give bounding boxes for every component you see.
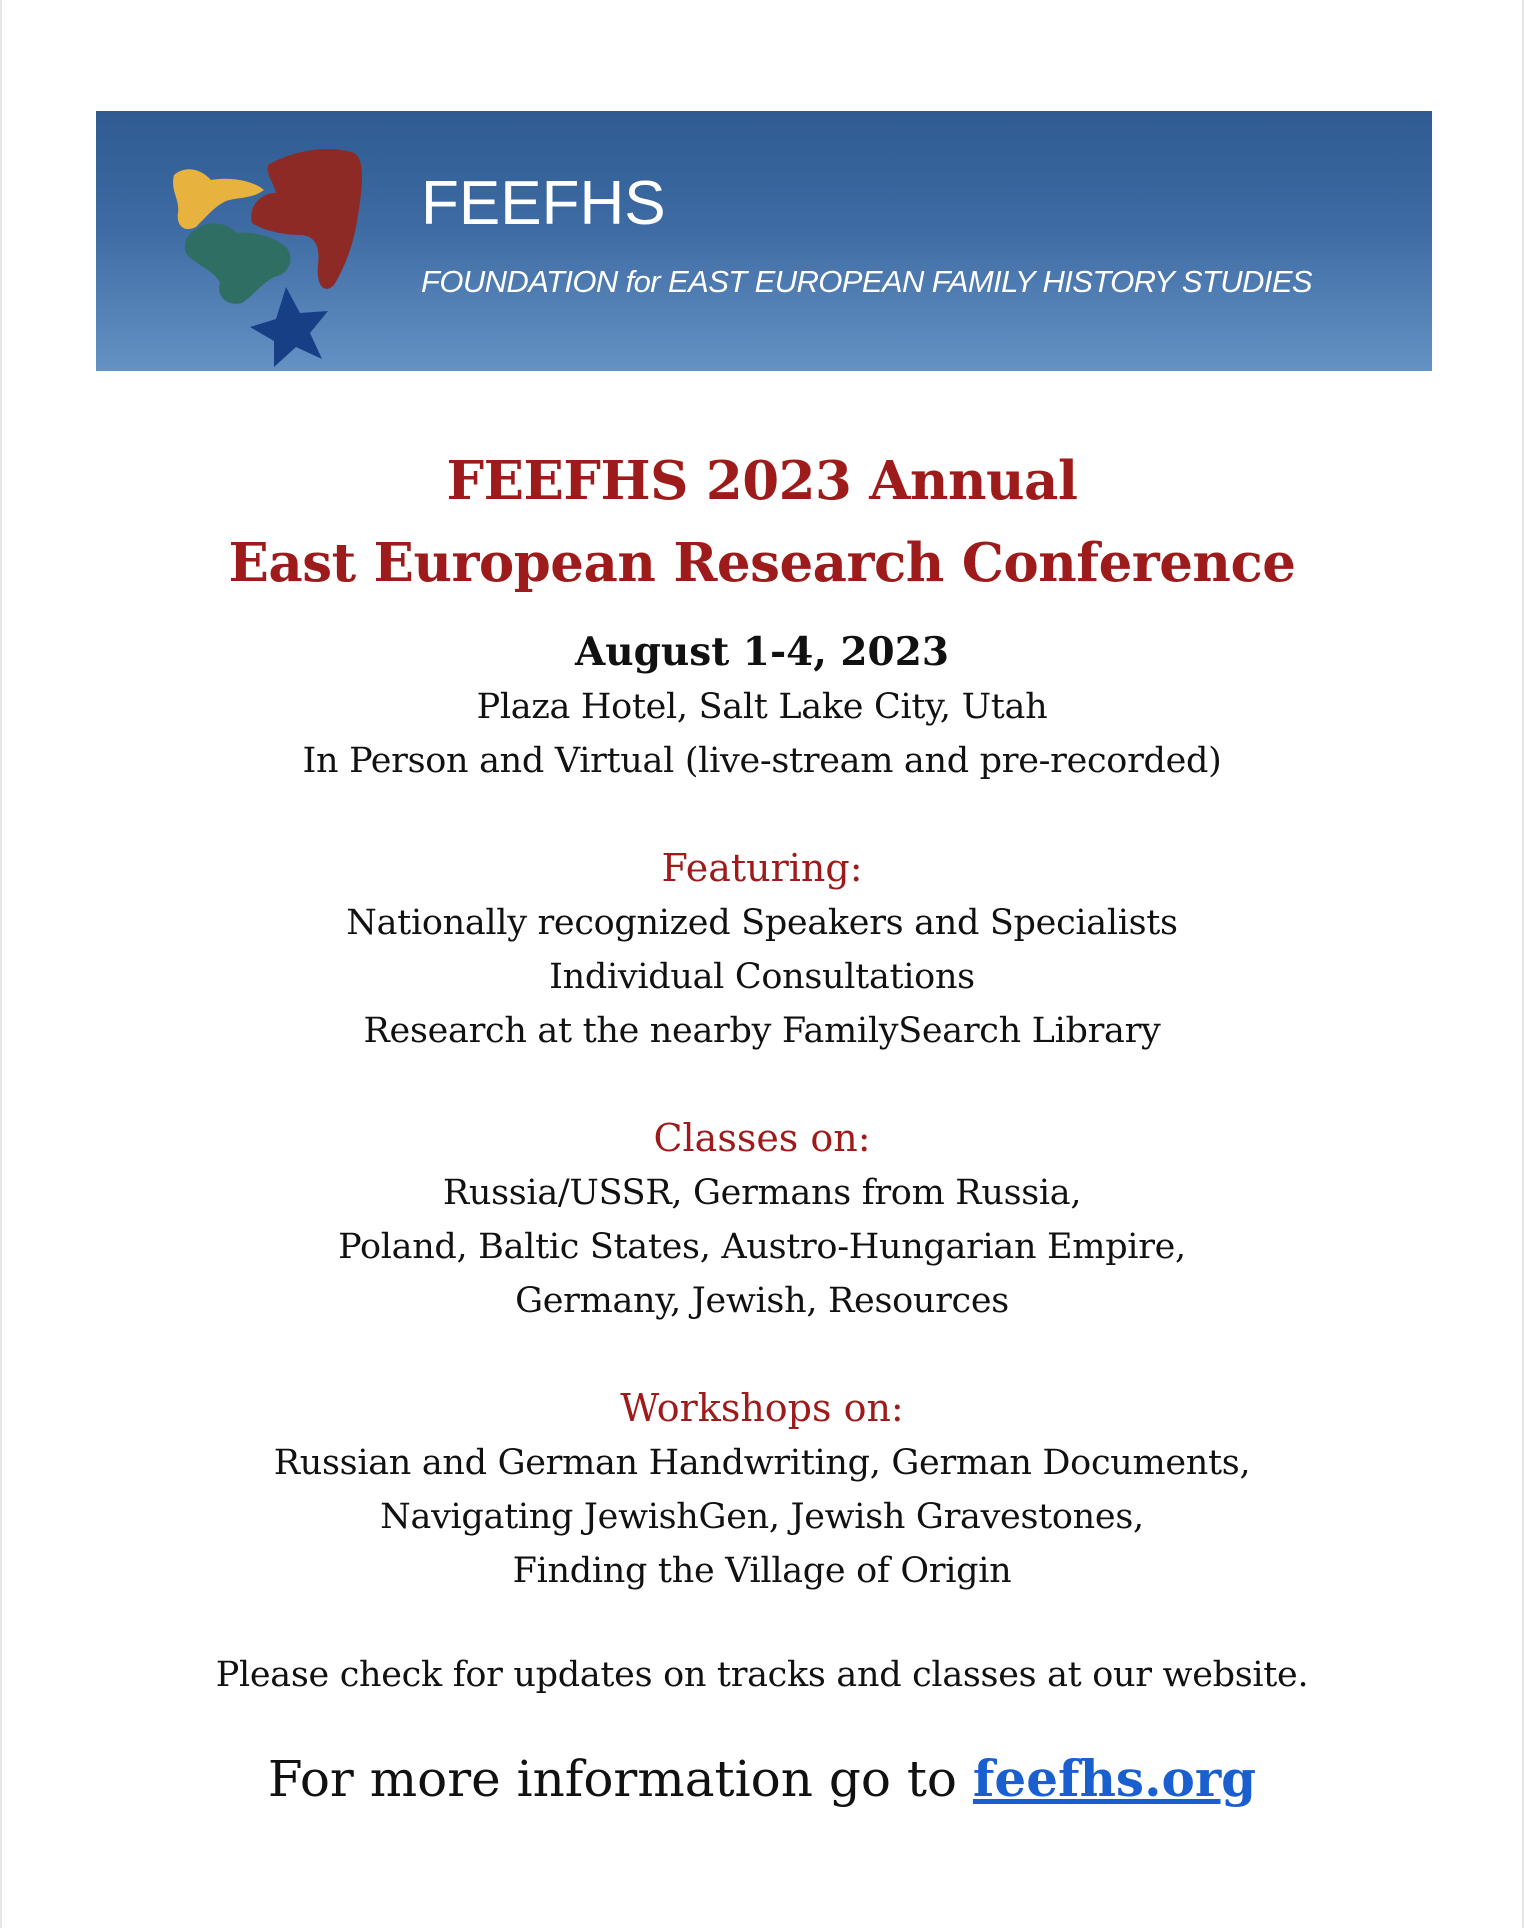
more-info-line [0, 1744, 1524, 1814]
logo-green-shape [185, 223, 291, 304]
logo-yellow-shape [173, 169, 264, 229]
classes-line: Germany, Jewish, Resources [515, 1281, 1009, 1321]
classes-line: Poland, Baltic States, Austro-Hungarian Empire, [338, 1227, 1186, 1267]
website-link[interactable]: feefhs.org [972, 1749, 1257, 1808]
featuring-item: Individual Consultations [549, 957, 975, 997]
event-format: In Person and Virtual (live-stream and pre-recorded) [302, 741, 1222, 781]
event-dates: August 1-4, 2023 [575, 629, 949, 675]
event-location: Plaza Hotel, Salt Lake City, Utah [476, 687, 1048, 727]
workshops-heading: Workshops on: [620, 1386, 904, 1430]
event-title-line-1: FEEFHS 2023 Annual [446, 450, 1078, 512]
brand-tagline: FOUNDATION for EAST EUROPEAN FAMILY HISTORY STUDIES [421, 264, 1312, 299]
classes-line: Russia/USSR, Germans from Russia, [442, 1173, 1082, 1213]
more-info-prefix: For more information go to [267, 1750, 973, 1808]
featuring-item: Research at the nearby FamilySearch Library [363, 1011, 1161, 1051]
featuring-item: Nationally recognized Speakers and Specialists [346, 903, 1178, 943]
feefhs-logo-icon [156, 135, 406, 375]
classes-heading: Classes on: [653, 1116, 871, 1160]
logo-blue-star [250, 287, 328, 367]
event-title-line-2: East European Research Conference [228, 532, 1296, 594]
header-banner [96, 111, 1432, 371]
flyer-content [0, 440, 1524, 1814]
brand-name: FEEFHS [421, 169, 666, 238]
workshops-line: Finding the Village of Origin [512, 1551, 1012, 1591]
workshops-line: Navigating JewishGen, Jewish Gravestones, [380, 1497, 1144, 1537]
workshops-line: Russian and German Handwriting, German Documents, [273, 1443, 1251, 1483]
updates-note: Please check for updates on tracks and classes at our website. [215, 1655, 1309, 1695]
featuring-heading: Featuring: [661, 846, 863, 890]
